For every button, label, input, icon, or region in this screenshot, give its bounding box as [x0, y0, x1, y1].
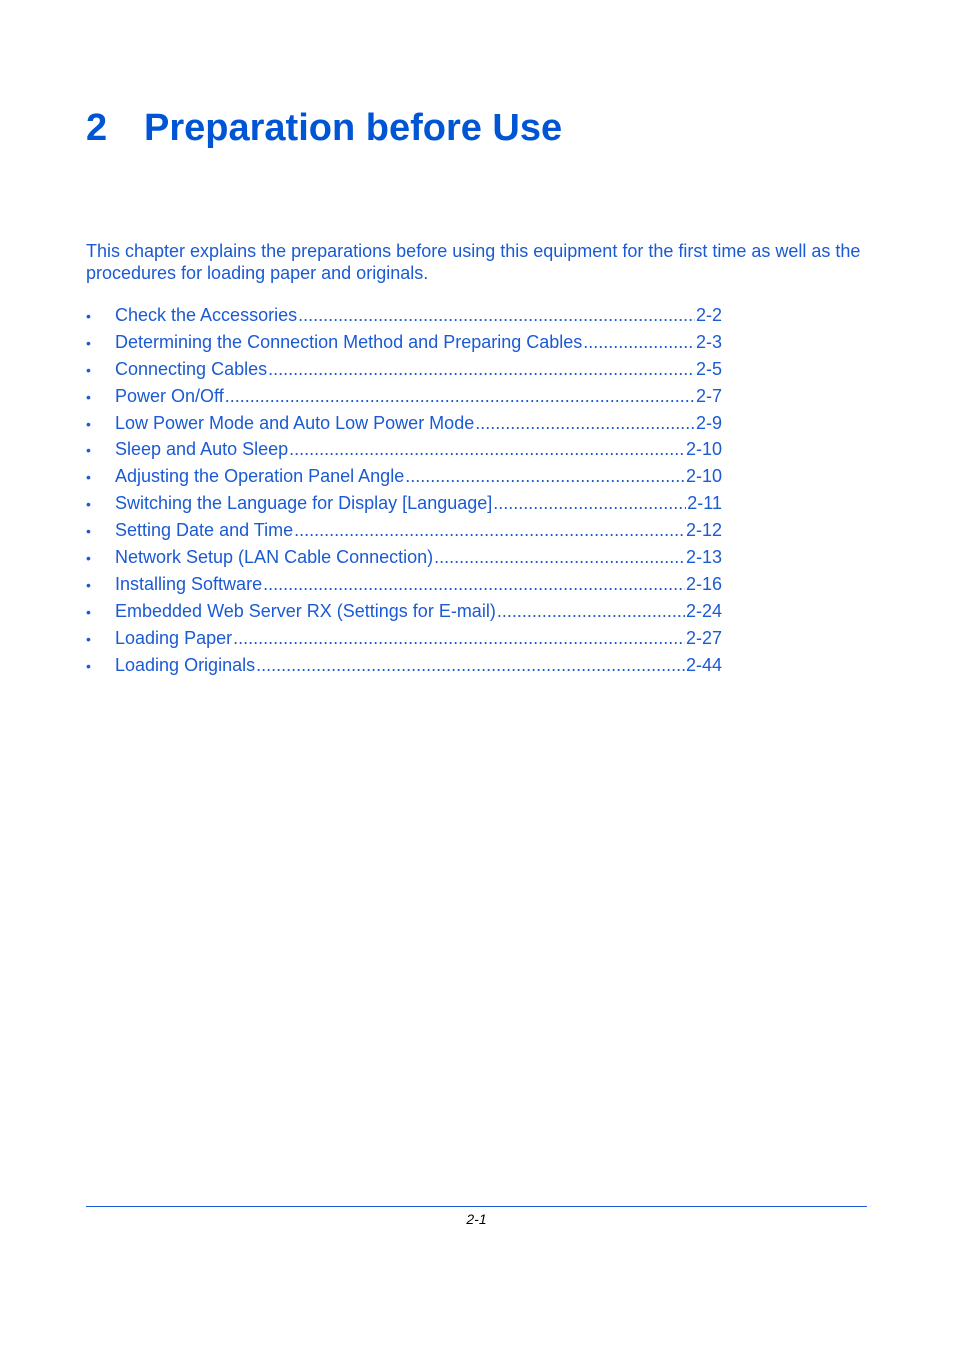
toc-entry-title[interactable]: Loading Originals	[115, 654, 256, 675]
toc-leader-dots	[475, 413, 695, 434]
toc-leader-dots	[294, 520, 685, 541]
toc-leader-dots	[225, 386, 695, 407]
toc-entry[interactable]	[86, 359, 722, 386]
bullet-icon: •	[86, 469, 91, 486]
toc-entry-page[interactable]: 2-13	[685, 547, 722, 568]
bullet-icon: •	[86, 496, 91, 513]
toc-entry-title[interactable]: Network Setup (LAN Cable Connection)	[115, 547, 434, 568]
toc-entry-page[interactable]: 2-9	[695, 412, 722, 433]
toc-entry-page[interactable]: 2-7	[695, 385, 722, 406]
chapter-heading	[86, 104, 562, 152]
toc-entry-title[interactable]: Connecting Cables	[115, 358, 268, 379]
toc-leader-dots	[405, 466, 685, 487]
toc-entry[interactable]	[86, 305, 722, 332]
toc-entry-page[interactable]: 2-10	[685, 439, 722, 460]
toc-leader-dots	[233, 628, 685, 649]
bullet-icon: •	[86, 308, 91, 324]
toc-entry[interactable]	[86, 466, 722, 493]
toc-entry[interactable]	[86, 493, 722, 520]
toc-entry-title[interactable]: Adjusting the Operation Panel Angle	[115, 466, 405, 487]
chapter-intro: This chapter explains the preparations before using this equipment for the first time as well as the procedures for loading paper and originals.	[86, 241, 861, 283]
toc-entry[interactable]	[86, 439, 722, 466]
bullet-icon: •	[86, 603, 91, 620]
toc-leader-dots	[256, 655, 685, 676]
bullet-icon: •	[86, 576, 91, 593]
toc-entry[interactable]	[86, 386, 722, 413]
toc-entry-title[interactable]: Low Power Mode and Auto Low Power Mode	[115, 412, 475, 433]
toc-entry-title[interactable]: Power On/Off	[115, 385, 224, 406]
toc-entry-page[interactable]: 2-10	[685, 466, 722, 487]
toc-entry-title[interactable]: Loading Paper	[115, 627, 233, 648]
toc-entry-page[interactable]: 2-11	[687, 493, 722, 514]
toc-entry[interactable]	[86, 574, 722, 601]
toc-entry-title[interactable]: Embedded Web Server RX (Settings for E-mail)	[115, 600, 496, 621]
chapter-title: Preparation before Use	[144, 107, 563, 149]
toc-entry-title[interactable]: Determining the Connection Method and Preparing Cables	[115, 331, 583, 352]
toc-entry-page[interactable]: 2-27	[685, 627, 722, 648]
toc-entry[interactable]	[86, 520, 722, 547]
toc-entry[interactable]	[86, 655, 722, 682]
bullet-icon: •	[86, 630, 91, 647]
footer-divider	[86, 1206, 867, 1207]
toc-leader-dots	[298, 305, 695, 326]
toc-leader-dots	[583, 332, 695, 353]
toc-leader-dots	[289, 439, 685, 460]
bullet-icon: •	[86, 442, 91, 459]
toc-entry-page[interactable]: 2-2	[695, 305, 722, 325]
toc-entry[interactable]	[86, 601, 722, 628]
bullet-icon: •	[86, 415, 91, 432]
toc-entry-page[interactable]: 2-12	[685, 520, 722, 541]
bullet-icon: •	[86, 523, 91, 540]
toc-entry-page[interactable]: 2-5	[695, 358, 722, 379]
toc-leader-dots	[497, 601, 685, 622]
toc-entry-title[interactable]: Installing Software	[115, 573, 263, 594]
toc-leader-dots	[263, 574, 685, 595]
toc-entry-title[interactable]: Check the Accessories	[115, 305, 298, 325]
bullet-icon: •	[86, 361, 91, 378]
toc-leader-dots	[268, 359, 695, 380]
page-number: 2-1	[466, 1211, 487, 1227]
toc-entry-page[interactable]: 2-3	[695, 331, 722, 352]
toc-leader-dots	[434, 547, 685, 568]
toc-entry-page[interactable]: 2-44	[685, 654, 722, 675]
toc-entry-page[interactable]: 2-24	[685, 600, 722, 621]
toc-entry-page[interactable]: 2-16	[685, 573, 722, 594]
bullet-icon: •	[86, 657, 91, 674]
bullet-icon: •	[86, 334, 91, 351]
toc-entry[interactable]	[86, 413, 722, 440]
toc-entry-title[interactable]: Setting Date and Time	[115, 520, 294, 541]
toc-leader-dots	[493, 493, 686, 514]
toc-entry-title[interactable]: Switching the Language for Display [Language]	[115, 493, 493, 514]
chapter-number: 2	[86, 107, 108, 149]
bullet-icon: •	[86, 550, 91, 567]
toc-entry[interactable]	[86, 332, 722, 359]
table-of-contents	[86, 305, 722, 681]
toc-entry[interactable]	[86, 628, 722, 655]
bullet-icon: •	[86, 388, 91, 405]
toc-entry-title[interactable]: Sleep and Auto Sleep	[115, 439, 289, 460]
toc-entry[interactable]	[86, 547, 722, 574]
